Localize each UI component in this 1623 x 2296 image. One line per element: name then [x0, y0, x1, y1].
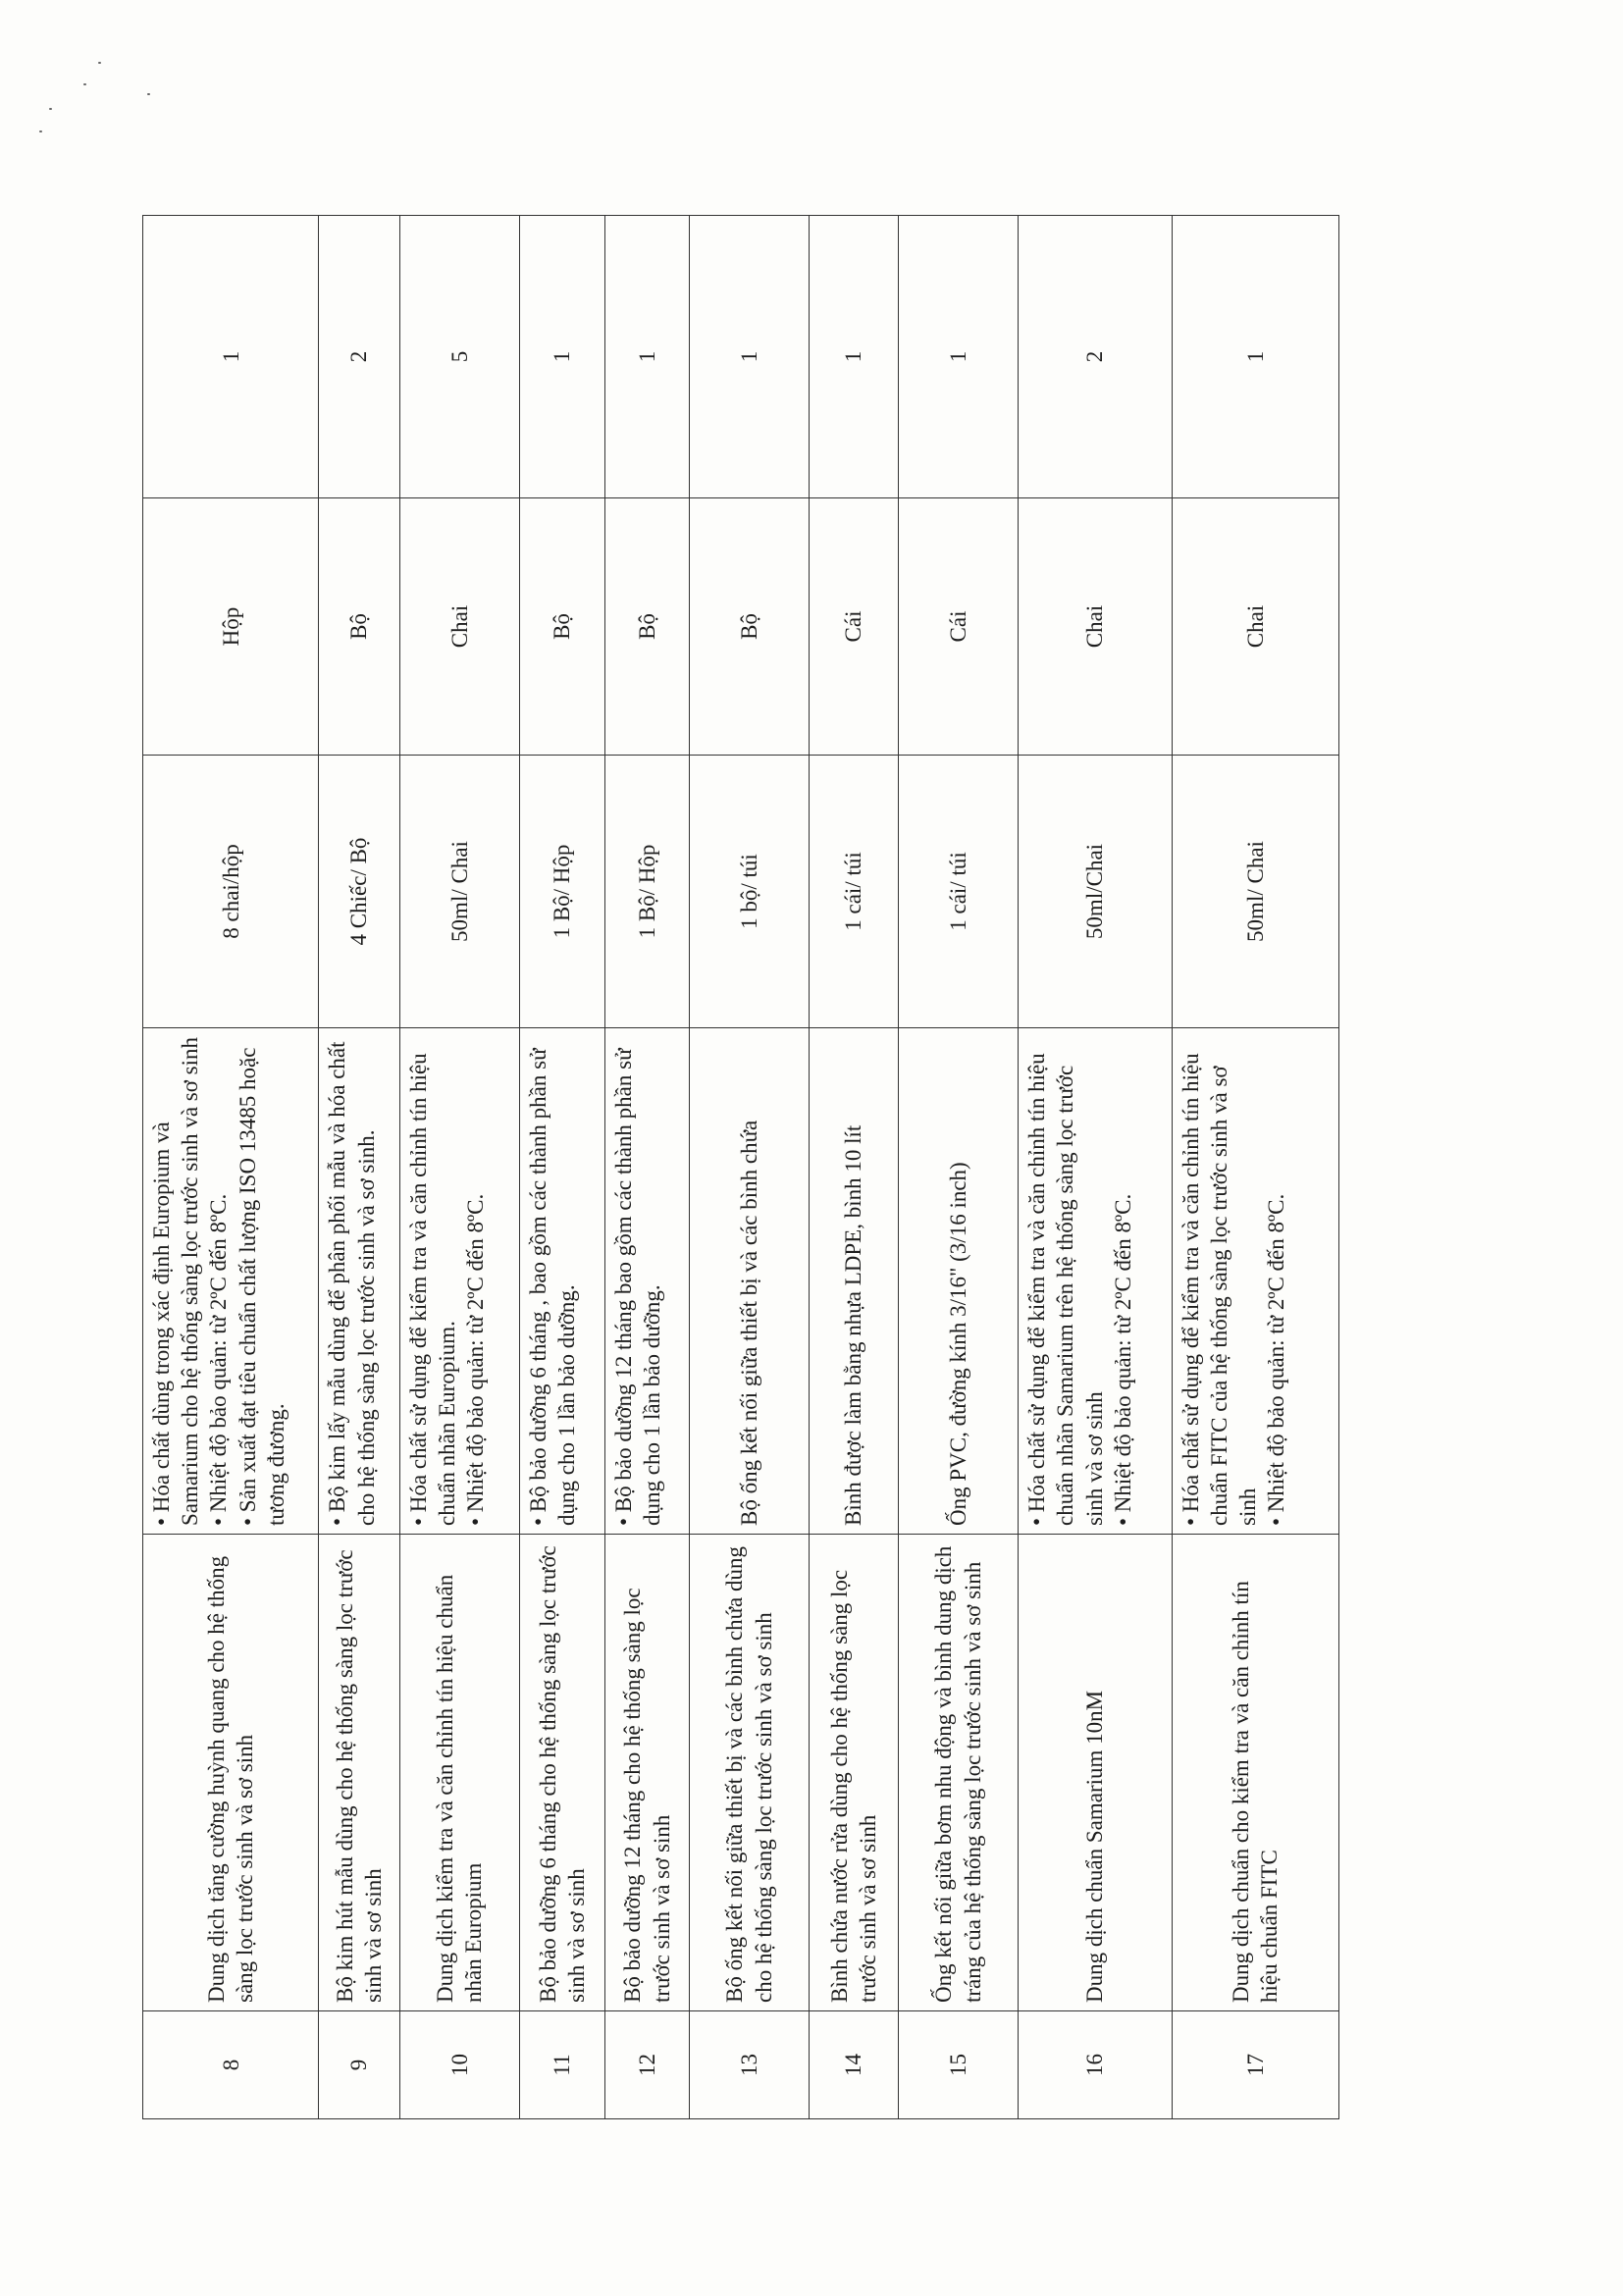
item-description [143, 1028, 319, 1535]
item-name: Bình chứa nước rửa dùng cho hệ thống sàng lọc trước sinh và sơ sinh [809, 1535, 898, 2011]
table-row [143, 216, 319, 2119]
item-description [399, 1028, 519, 1535]
desc-line: • Hóa chất sử dụng để kiểm tra và căn chỉnh tín hiệu chuẩn nhãn Samarium trên hệ thống sàng lọc trước sinh và sơ sinh [1024, 1053, 1107, 1526]
rotated-table-wrapper [142, 216, 1339, 2119]
item-description [1019, 1028, 1173, 1535]
unit: Bộ [519, 498, 604, 756]
desc-line: Bình được làm bằng nhựa LDPE, bình 10 lít [841, 1124, 866, 1526]
unit: Bộ [604, 498, 690, 756]
item-description [319, 1028, 399, 1535]
packaging: 50ml/ Chai [399, 756, 519, 1028]
row-number: 16 [1019, 2011, 1173, 2119]
row-number: 8 [143, 2011, 319, 2119]
row-number: 13 [690, 2011, 809, 2119]
table-row [399, 216, 519, 2119]
item-description [1172, 1028, 1338, 1535]
desc-line: • Nhiệt độ bảo quản: từ 2ºC đến 8ºC. [1264, 1193, 1289, 1526]
item-name: Ống kết nối giữa bơm nhu động và bình dung dịch tráng của hệ thống sàng lọc trước sinh và sơ sinh [898, 1535, 1018, 2011]
unit: Bộ [319, 498, 399, 756]
table-row [319, 216, 399, 2119]
item-name: Bộ ống kết nối giữa thiết bị và các bình chứa dùng cho hệ thống sàng lọc trước sinh và sơ sinh [690, 1535, 809, 2011]
quantity: 1 [1172, 216, 1338, 498]
equipment-table [142, 215, 1339, 2119]
row-number: 11 [519, 2011, 604, 2119]
desc-line: • Hóa chất dùng trong xác định Europium và Samarium cho hệ thống sàng lọc trước sinh và sơ sinh [149, 1037, 203, 1526]
table-row [1172, 216, 1338, 2119]
desc-line: • Nhiệt độ bảo quản: từ 2ºC đến 8ºC. [1110, 1193, 1135, 1526]
item-description [519, 1028, 604, 1535]
row-number: 9 [319, 2011, 399, 2119]
unit: Cái [809, 498, 898, 756]
unit: Chai [1019, 498, 1173, 756]
table-row [898, 216, 1018, 2119]
desc-line: Bộ ống kết nối giữa thiết bị và các bình chứa [736, 1120, 761, 1526]
packaging: 1 bộ/ túi [690, 756, 809, 1028]
packaging: 1 cái/ túi [898, 756, 1018, 1028]
desc-line: • Bộ bảo dưỡng 6 tháng , bao gồm các thành phần sử dụng cho 1 lần bảo dưỡng. [525, 1048, 580, 1526]
table-row [519, 216, 604, 2119]
item-name: Bộ kim hút mẫu dùng cho hệ thống sàng lọc trước sinh và sơ sinh [319, 1535, 399, 2011]
item-name: Dung dịch tăng cường huỳnh quang cho hệ thống sàng lọc trước sinh và sơ sinh [143, 1535, 319, 2011]
desc-line: • Hóa chất sử dụng để kiểm tra và căn chỉnh tín hiệu chuẩn nhãn Europium. [405, 1053, 459, 1526]
desc-line: • Nhiệt độ bảo quản: từ 2ºC đến 8ºC. [206, 1193, 232, 1526]
packaging: 50ml/ Chai [1172, 756, 1338, 1028]
quantity: 1 [809, 216, 898, 498]
packaging: 1 cái/ túi [809, 756, 898, 1028]
row-number: 12 [604, 2011, 690, 2119]
desc-line: • Sản xuất đạt tiêu chuẩn chất lượng ISO 13485 hoặc tương đương. [235, 1047, 288, 1526]
item-description [898, 1028, 1018, 1535]
desc-line: Ống PVC, đường kính 3/16" (3/16 inch) [945, 1162, 970, 1526]
row-number: 15 [898, 2011, 1018, 2119]
quantity: 2 [1019, 216, 1173, 498]
item-name: Bộ bảo dưỡng 6 tháng cho hệ thống sàng lọc trước sinh và sơ sinh [519, 1535, 604, 2011]
item-name: Bộ bảo dưỡng 12 tháng cho hệ thống sàng lọc trước sinh và sơ sinh [604, 1535, 690, 2011]
desc-line: • Hóa chất sử dụng để kiểm tra và căn chỉnh tín hiệu chuẩn FITC của hệ thống sàng lọc trước sinh và sơ sinh [1178, 1053, 1261, 1526]
item-name: Dung dịch chuẩn Samarium 10nM [1019, 1535, 1173, 2011]
packaging: 50ml/Chai [1019, 756, 1173, 1028]
quantity: 1 [519, 216, 604, 498]
table-row [809, 216, 898, 2119]
quantity: 2 [319, 216, 399, 498]
row-number: 17 [1172, 2011, 1338, 2119]
quantity: 1 [898, 216, 1018, 498]
packaging: 1 Bộ/ Hộp [604, 756, 690, 1028]
row-number: 10 [399, 2011, 519, 2119]
item-name: Dung dịch kiểm tra và căn chỉnh tín hiệu chuẩn nhãn Europium [399, 1535, 519, 2011]
item-description [690, 1028, 809, 1535]
unit: Bộ [690, 498, 809, 756]
desc-line: • Bộ kim lấy mẫu dùng để phân phối mẫu và hóa chất cho hệ thống sàng lọc trước sinh và sơ sinh. [325, 1041, 379, 1526]
desc-line: • Nhiệt độ bảo quản: từ 2ºC đến 8ºC. [463, 1193, 489, 1526]
item-description [809, 1028, 898, 1535]
packaging: 1 Bộ/ Hộp [519, 756, 604, 1028]
item-name: Dung dịch chuẩn cho kiểm tra và căn chỉnh tín hiệu chuẩn FITC [1172, 1535, 1338, 2011]
table-row [690, 216, 809, 2119]
item-description [604, 1028, 690, 1535]
packaging: 4 Chiếc/ Bộ [319, 756, 399, 1028]
quantity: 1 [143, 216, 319, 498]
desc-line: • Bộ bảo dưỡng 12 tháng bao gồm các thành phần sử dụng cho 1 lần bảo dưỡng. [610, 1048, 664, 1526]
packaging: 8 chai/hộp [143, 756, 319, 1028]
table-row [1019, 216, 1173, 2119]
quantity: 5 [399, 216, 519, 498]
unit: Cái [898, 498, 1018, 756]
quantity: 1 [604, 216, 690, 498]
quantity: 1 [690, 216, 809, 498]
unit: Chai [399, 498, 519, 756]
scan-specks [39, 54, 177, 152]
row-number: 14 [809, 2011, 898, 2119]
unit: Chai [1172, 498, 1338, 756]
table-row [604, 216, 690, 2119]
unit: Hộp [143, 498, 319, 756]
